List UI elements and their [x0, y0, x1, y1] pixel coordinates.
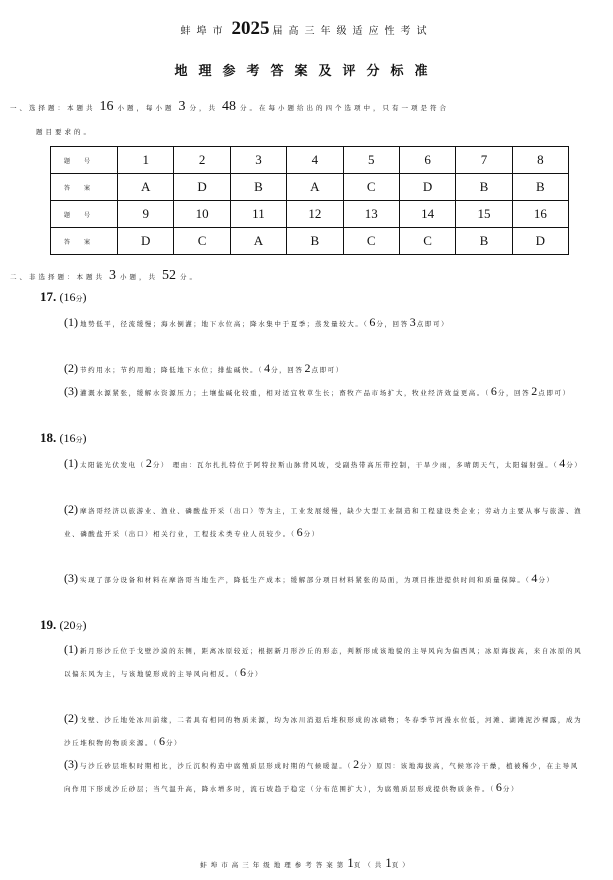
section1-count: 16: [99, 99, 114, 114]
points: 4: [531, 571, 538, 585]
answer-text: 太阳能光伏发电（: [80, 461, 145, 469]
exam-header: [0, 18, 613, 40]
page-number: 1: [347, 855, 354, 870]
answer-text: 实现了部分设备和材料在摩洛哥当地生产，降低生产成本；缓解部分项目材料紧张的局面，为项目推进提供时间和质量保障。（: [80, 576, 531, 584]
header-year: 2025: [231, 18, 270, 39]
answer-cell: C: [399, 228, 455, 255]
answer-cell: A: [287, 174, 343, 201]
item-number: (3): [64, 571, 78, 585]
question-number-cell: 13: [343, 201, 399, 228]
question-18-heading: [40, 430, 87, 446]
section1-intro: [10, 99, 449, 115]
section2-intro: [10, 268, 199, 284]
answer-text: 分，回答: [497, 389, 531, 397]
item-number: (1): [64, 315, 78, 329]
q19-answer-3: [64, 754, 584, 800]
points: 6: [490, 384, 497, 398]
section1-each: 3: [178, 99, 186, 114]
answer-cell: C: [343, 228, 399, 255]
question-number-cell: 11: [230, 201, 286, 228]
q17-answer-3: [64, 381, 584, 404]
question-number-cell: 5: [343, 147, 399, 174]
item-number: (3): [64, 757, 78, 771]
answer-text: 点即可）: [538, 389, 571, 397]
answer-text: 新月形沙丘位于戈壁沙漠的东侧，距离冰原较近；根据新月形沙丘的形态，判断形成该地貌的主导风向为偏西风；冰原海拔高，来自冰原的风以偏东风为主，与该地貌形成的主导风向相反。（: [64, 647, 583, 678]
question-number-cell: 14: [399, 201, 455, 228]
question-number-label: 题号: [51, 201, 118, 228]
points: 6: [495, 780, 502, 794]
answer-text: 点即可）: [416, 320, 450, 328]
answer-text: 分）原因：该地海拔高，气候寒冷干燥，植被稀少，在主导风向作用下形成沙丘砂层；当气温升高，降水增多时，流石坡趋于稳定（分布范围扩大），为腐殖质层形成提供物质条件。（: [64, 762, 579, 793]
section1-text-b: 小题，每小题: [117, 104, 175, 112]
point-count: 3: [409, 315, 416, 329]
points: 6: [158, 734, 165, 748]
answer-text: 与沙丘砂层堆积时期相比，沙丘沉积构造中腐殖质层形成时期的气候暖湿。（: [80, 762, 353, 770]
answer-text: 点即可）: [311, 366, 344, 374]
section2-total: 52: [162, 268, 176, 283]
answer-cell: D: [399, 174, 455, 201]
answer-text: 戈壁、沙丘地处冰川前缘，二者具有相同的物质来源，均为冰川消退后堆积形成的冰碛物；冬春季节河漫水位低，河滩、湖滩泥沙裸露，成为沙丘堆积物的物质来源。（: [64, 716, 583, 747]
q18-answer-2: [64, 499, 584, 545]
question-score: (20分): [59, 618, 87, 632]
item-number: (1): [64, 456, 78, 470]
section1-line2: 题目要求的。: [36, 128, 93, 136]
question-number-cell: 7: [456, 147, 512, 174]
question-number-cell: 6: [399, 147, 455, 174]
q19-answer-2: [64, 708, 584, 754]
answer-cell: A: [118, 174, 174, 201]
q19-answer-1: [64, 639, 584, 685]
question-number-cell: 10: [174, 201, 230, 228]
answer-cell: B: [230, 174, 286, 201]
page-footer: [0, 855, 613, 871]
q17-answer-1: [64, 312, 584, 335]
question-number: 19.: [40, 617, 57, 632]
section2-text-b: 小题，共: [120, 273, 158, 281]
header-suffix: 届高三年级适应性考试: [272, 26, 433, 37]
points: 2: [353, 757, 360, 771]
question-number: 17.: [40, 289, 57, 304]
points: 6: [296, 525, 303, 539]
answer-cell: B: [456, 174, 512, 201]
q17-answer-2: [64, 358, 584, 381]
answer-text: 灌溉水源紧张，缓解水资源压力；土壤盐碱化较重，相对适宜牧草生长；畜牧产品市场扩大，牧业经济效益更高。（: [80, 389, 490, 397]
section1-text-c: 分，共: [189, 104, 218, 112]
question-number-cell: 4: [287, 147, 343, 174]
answer-text: 分）: [165, 739, 183, 747]
points: 4: [559, 456, 566, 470]
answer-cell: D: [512, 228, 568, 255]
score-value: 16: [63, 290, 76, 304]
footer-text-c: 页）: [391, 861, 413, 869]
item-number: (3): [64, 384, 78, 398]
answer-cell: B: [287, 228, 343, 255]
answer-text: 分）: [502, 785, 520, 793]
table-row: [51, 228, 569, 255]
answer-cell: A: [230, 228, 286, 255]
item-number: (2): [64, 502, 78, 516]
answer-cell: C: [343, 174, 399, 201]
answer-label: 答案: [51, 228, 118, 255]
question-number-cell: 15: [456, 201, 512, 228]
answer-text: 分）: [303, 530, 320, 538]
answer-cell: C: [174, 228, 230, 255]
question-19-heading: [40, 617, 87, 633]
table-row: [51, 201, 569, 228]
q18-answer-1: [64, 453, 584, 476]
item-number: (2): [64, 711, 78, 725]
question-17-heading: [40, 289, 87, 305]
question-number-cell: 16: [512, 201, 568, 228]
item-number: (2): [64, 361, 78, 375]
section2-text-a: 二、非选择题：本题共: [10, 273, 105, 281]
section1-total: 48: [222, 99, 236, 114]
table-row: [51, 174, 569, 201]
answer-table: [50, 146, 569, 255]
answer-text: 分） 理由：瓦尔扎扎特位于阿特拉斯山脉背风坡，受副热带高压带控制，干旱少雨，多晴朗天气，太阳辐射强。（: [152, 461, 559, 469]
points: 4: [264, 361, 271, 375]
table-row: [51, 147, 569, 174]
question-score: (16分): [59, 290, 87, 304]
question-number-cell: 9: [118, 201, 174, 228]
answer-cell: B: [512, 174, 568, 201]
footer-text-b: 页（共: [353, 861, 386, 869]
score-value: 16: [63, 431, 76, 445]
answer-text: 地势低平，径流缓慢；海水倒灌；地下水位高；降水集中于夏季；蒸发量较大。（: [80, 320, 369, 328]
page-total: 1: [385, 855, 392, 870]
question-number-cell: 3: [230, 147, 286, 174]
answer-cell: D: [118, 228, 174, 255]
question-number-cell: 12: [287, 201, 343, 228]
section1-text-a: 一、选择题：本题共: [10, 104, 96, 112]
section2-count: 3: [109, 268, 116, 283]
section1-text-d: 分。在每小题给出的四个选项中，只有一项是符合: [240, 104, 449, 112]
point-count: 2: [304, 361, 311, 375]
answer-text: 摩洛哥经济以旅游业、渔业、磷酸盐开采（出口）等为主，工业发展缓慢，缺少大型工业制造和工程建设类企业；劳动力主要从事与旅游、渔业、磷酸盐开采（出口）相关行业，工程技术类专业人员较少。（: [64, 507, 583, 538]
footer-text-a: 蚌埠市高三年级地理参考答案第: [200, 861, 348, 869]
section2-text-c: 分。: [180, 273, 199, 281]
item-number: (1): [64, 642, 78, 656]
answer-text: 分）: [246, 670, 264, 678]
question-number-label: 题号: [51, 147, 118, 174]
points: 2: [145, 456, 152, 470]
answer-cell: B: [456, 228, 512, 255]
answer-text: 分）: [566, 461, 583, 469]
question-score: (16分): [59, 431, 87, 445]
question-number: 18.: [40, 430, 57, 445]
question-number-cell: 2: [174, 147, 230, 174]
page-title: 地理参考答案及评分标准: [174, 64, 439, 79]
point-count: 2: [531, 384, 538, 398]
header-prefix: 蚌埠市: [180, 26, 229, 37]
points: 6: [239, 665, 246, 679]
answer-text: 分，回答: [376, 320, 409, 328]
answer-text: 节约用水；节约用地；降低地下水位；排盐碱快。（: [80, 366, 264, 374]
score-value: 20: [63, 618, 76, 632]
answer-label: 答案: [51, 174, 118, 201]
points: 6: [369, 315, 376, 329]
answer-cell: D: [174, 174, 230, 201]
question-number-cell: 8: [512, 147, 568, 174]
answer-text: 分）: [538, 576, 555, 584]
question-number-cell: 1: [118, 147, 174, 174]
answer-text: 分，回答: [271, 366, 304, 374]
q18-answer-3: [64, 568, 584, 591]
